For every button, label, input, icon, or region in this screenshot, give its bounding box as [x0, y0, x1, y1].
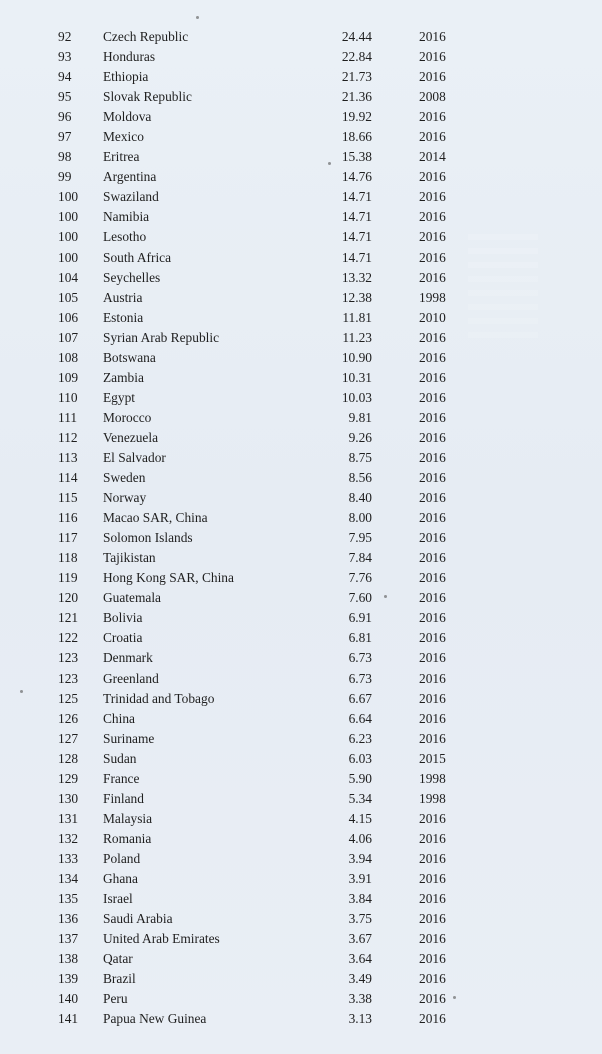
rank-cell: 127 [58, 730, 79, 746]
rank-cell: 138 [58, 951, 79, 967]
country-cell: Slovak Republic [103, 89, 192, 105]
rank-cell: 125 [58, 690, 79, 706]
year-cell: 2016 [419, 570, 446, 586]
year-cell: 2015 [419, 750, 446, 766]
year-cell: 2016 [419, 830, 446, 846]
year-cell: 2016 [419, 129, 446, 145]
rank-cell: 140 [58, 991, 79, 1007]
country-cell: Swaziland [103, 189, 159, 205]
value-cell: 6.81 [348, 630, 372, 646]
table-row [0, 127, 602, 147]
rank-cell: 98 [58, 149, 72, 165]
rank-cell: 120 [58, 590, 79, 606]
year-cell: 2016 [419, 991, 446, 1007]
value-cell: 14.76 [341, 169, 372, 185]
value-cell: 12.38 [341, 289, 372, 305]
rank-cell: 95 [58, 89, 72, 105]
rank-cell: 112 [58, 429, 78, 445]
table-row [0, 268, 602, 288]
table-row [0, 67, 602, 87]
country-cell: Romania [103, 830, 152, 846]
country-cell: Moldova [103, 109, 152, 125]
country-cell: Ghana [103, 870, 138, 886]
rank-cell: 141 [58, 1011, 79, 1027]
value-cell: 10.31 [341, 369, 372, 385]
table-row [0, 628, 602, 648]
value-cell: 6.91 [348, 610, 372, 626]
rank-cell: 135 [58, 891, 79, 907]
table-row [0, 989, 602, 1009]
country-cell: Argentina [103, 169, 157, 185]
value-cell: 14.71 [341, 249, 372, 265]
country-cell: Morocco [103, 409, 152, 425]
value-cell: 3.13 [348, 1011, 372, 1027]
country-cell: Croatia [103, 630, 143, 646]
year-cell: 2016 [419, 389, 446, 405]
country-cell: France [103, 770, 140, 786]
table-row [0, 829, 602, 849]
country-cell: Bolivia [103, 610, 143, 626]
year-cell: 2016 [419, 449, 446, 465]
value-cell: 24.44 [341, 29, 372, 44]
table-row [0, 969, 602, 989]
rank-cell: 131 [58, 810, 79, 826]
rank-cell: 110 [58, 389, 78, 405]
rank-cell: 119 [58, 570, 78, 586]
rank-cell: 118 [58, 550, 78, 566]
country-cell: Peru [103, 991, 128, 1007]
value-cell: 5.34 [348, 790, 372, 806]
rank-cell: 111 [58, 409, 78, 425]
value-cell: 4.15 [348, 810, 372, 826]
value-cell: 11.23 [342, 329, 372, 345]
country-cell: Egypt [103, 389, 135, 405]
value-cell: 6.73 [348, 670, 372, 686]
year-cell: 2016 [419, 650, 446, 666]
ranking-table [0, 27, 602, 1029]
rank-cell: 123 [58, 650, 79, 666]
rank-cell: 132 [58, 830, 79, 846]
table-row [0, 608, 602, 628]
year-cell: 2016 [419, 229, 446, 245]
year-cell: 2016 [419, 870, 446, 886]
year-cell: 2016 [419, 690, 446, 706]
value-cell: 10.03 [341, 389, 372, 405]
country-cell: Tajikistan [103, 550, 156, 566]
table-row [0, 488, 602, 508]
value-cell: 22.84 [341, 49, 372, 65]
value-cell: 14.71 [341, 229, 372, 245]
rank-cell: 104 [58, 269, 79, 285]
country-cell: Brazil [103, 971, 136, 987]
year-cell: 2016 [419, 550, 446, 566]
table-row [0, 849, 602, 869]
year-cell: 2016 [419, 470, 446, 486]
rank-cell: 129 [58, 770, 79, 786]
rank-cell: 128 [58, 750, 79, 766]
table-row [0, 949, 602, 969]
rank-cell: 92 [58, 29, 72, 44]
table-row [0, 428, 602, 448]
table-row [0, 809, 602, 829]
value-cell: 6.67 [348, 690, 372, 706]
country-cell: El Salvador [103, 449, 166, 465]
rank-cell: 94 [58, 69, 72, 85]
country-cell: Norway [103, 490, 147, 506]
value-cell: 11.81 [342, 309, 372, 325]
country-cell: Venezuela [103, 429, 159, 445]
value-cell: 3.49 [348, 971, 372, 987]
table-row [0, 328, 602, 348]
year-cell: 2016 [419, 730, 446, 746]
table-row [0, 27, 602, 47]
table-row [0, 789, 602, 809]
year-cell: 2016 [419, 510, 446, 526]
rank-cell: 99 [58, 169, 72, 185]
year-cell: 2016 [419, 269, 446, 285]
year-cell: 2016 [419, 109, 446, 125]
value-cell: 14.71 [341, 209, 372, 225]
rank-cell: 100 [58, 209, 79, 225]
country-cell: Honduras [103, 49, 156, 65]
country-cell: Hong Kong SAR, China [103, 570, 234, 586]
country-cell: Trinidad and Tobago [103, 690, 215, 706]
country-cell: Solomon Islands [103, 530, 193, 546]
value-cell: 21.73 [341, 69, 372, 85]
rank-cell: 100 [58, 249, 79, 265]
country-cell: Estonia [103, 309, 144, 325]
year-cell: 2016 [419, 810, 446, 826]
country-cell: South Africa [103, 249, 172, 265]
country-cell: Syrian Arab Republic [103, 329, 220, 345]
value-cell: 3.64 [348, 951, 372, 967]
table-row [0, 729, 602, 749]
year-cell: 2016 [419, 850, 446, 866]
value-cell: 7.60 [348, 590, 372, 606]
value-cell: 6.73 [348, 650, 372, 666]
value-cell: 3.84 [348, 891, 372, 907]
country-cell: Austria [103, 289, 143, 305]
year-cell: 2016 [419, 931, 446, 947]
value-cell: 21.36 [341, 89, 372, 105]
table-row [0, 308, 602, 328]
country-cell: Botswana [103, 349, 156, 365]
year-cell: 2016 [419, 630, 446, 646]
table-row [0, 749, 602, 769]
country-cell: Lesotho [103, 229, 147, 245]
year-cell: 1998 [419, 770, 446, 786]
country-cell: Denmark [103, 650, 153, 666]
country-cell: Malaysia [103, 810, 153, 826]
value-cell: 6.23 [348, 730, 372, 746]
rank-cell: 137 [58, 931, 79, 947]
country-cell: Papua New Guinea [103, 1011, 207, 1027]
year-cell: 2016 [419, 49, 446, 65]
value-cell: 8.75 [348, 449, 372, 465]
table-row [0, 669, 602, 689]
rank-cell: 93 [58, 49, 72, 65]
value-cell: 3.94 [348, 850, 372, 866]
year-cell: 2016 [419, 189, 446, 205]
table-row [0, 207, 602, 227]
country-cell: Sweden [103, 470, 146, 486]
rank-cell: 136 [58, 911, 79, 927]
country-cell: United Arab Emirates [103, 931, 220, 947]
rank-cell: 116 [58, 510, 78, 526]
table-row [0, 87, 602, 107]
rank-cell: 108 [58, 349, 79, 365]
table-row [0, 167, 602, 187]
year-cell: 2016 [419, 429, 446, 445]
rank-cell: 109 [58, 369, 79, 385]
year-cell: 2016 [419, 349, 446, 365]
rank-cell: 97 [58, 129, 72, 145]
year-cell: 2016 [419, 590, 446, 606]
country-cell: Poland [103, 850, 141, 866]
year-cell: 2016 [419, 971, 446, 987]
year-cell: 2016 [419, 1011, 446, 1027]
table-row [0, 909, 602, 929]
rank-cell: 96 [58, 109, 72, 125]
table-row [0, 348, 602, 368]
year-cell: 2016 [419, 69, 446, 85]
value-cell: 3.91 [348, 870, 372, 886]
year-cell: 2016 [419, 29, 446, 44]
rank-cell: 114 [58, 470, 78, 486]
table-row [0, 548, 602, 568]
country-cell: Zambia [103, 369, 144, 385]
country-cell: Suriname [103, 730, 155, 746]
country-cell: Mexico [103, 129, 144, 145]
value-cell: 7.84 [348, 550, 372, 566]
table-row [0, 248, 602, 268]
year-cell: 2016 [419, 329, 446, 345]
table-row [0, 528, 602, 548]
table-row [0, 869, 602, 889]
rank-cell: 113 [58, 449, 78, 465]
year-cell: 2016 [419, 951, 446, 967]
value-cell: 7.95 [348, 530, 372, 546]
table-row [0, 368, 602, 388]
table-row [0, 709, 602, 729]
rank-cell: 117 [58, 530, 78, 546]
table-row [0, 1009, 602, 1029]
value-cell: 3.38 [348, 991, 372, 1007]
country-cell: Sudan [103, 750, 137, 766]
country-cell: Israel [103, 891, 133, 907]
scan-speck [196, 16, 199, 19]
table-row [0, 408, 602, 428]
value-cell: 8.00 [348, 510, 372, 526]
rank-cell: 123 [58, 670, 79, 686]
country-cell: Finland [103, 790, 144, 806]
table-row [0, 47, 602, 67]
country-cell: Macao SAR, China [103, 510, 208, 526]
year-cell: 1998 [419, 790, 446, 806]
table-row [0, 107, 602, 127]
year-cell: 2016 [419, 911, 446, 927]
country-cell: Seychelles [103, 269, 161, 285]
value-cell: 3.67 [348, 931, 372, 947]
value-cell: 9.81 [348, 409, 372, 425]
rank-cell: 126 [58, 710, 79, 726]
year-cell: 2016 [419, 409, 446, 425]
rank-cell: 122 [58, 630, 79, 646]
table-row [0, 187, 602, 207]
table-row [0, 288, 602, 308]
year-cell: 2016 [419, 610, 446, 626]
year-cell: 1998 [419, 289, 446, 305]
rank-cell: 130 [58, 790, 79, 806]
value-cell: 18.66 [341, 129, 372, 145]
table-row [0, 588, 602, 608]
value-cell: 10.90 [341, 349, 372, 365]
value-cell: 5.90 [348, 770, 372, 786]
rank-cell: 115 [58, 490, 78, 506]
value-cell: 8.40 [348, 490, 372, 506]
year-cell: 2016 [419, 490, 446, 506]
rank-cell: 106 [58, 309, 79, 325]
rank-cell: 121 [58, 610, 79, 626]
year-cell: 2016 [419, 209, 446, 225]
table-row [0, 227, 602, 247]
value-cell: 15.38 [341, 149, 372, 165]
country-cell: Ethiopia [103, 69, 149, 85]
table-row [0, 508, 602, 528]
rank-cell: 133 [58, 850, 79, 866]
table-row [0, 468, 602, 488]
value-cell: 19.92 [341, 109, 372, 125]
table-row [0, 689, 602, 709]
rank-cell: 139 [58, 971, 79, 987]
value-cell: 6.64 [348, 710, 372, 726]
table-row [0, 648, 602, 668]
table-row [0, 769, 602, 789]
table-row [0, 929, 602, 949]
value-cell: 9.26 [348, 429, 372, 445]
table-row [0, 388, 602, 408]
year-cell: 2016 [419, 710, 446, 726]
year-cell: 2016 [419, 249, 446, 265]
table-row [0, 889, 602, 909]
year-cell: 2016 [419, 369, 446, 385]
country-cell: Eritrea [103, 149, 140, 165]
value-cell: 7.76 [348, 570, 372, 586]
year-cell: 2010 [419, 309, 446, 325]
year-cell: 2016 [419, 891, 446, 907]
value-cell: 8.56 [348, 470, 372, 486]
country-cell: Saudi Arabia [103, 911, 173, 927]
year-cell: 2016 [419, 169, 446, 185]
year-cell: 2014 [419, 149, 446, 165]
rank-cell: 105 [58, 289, 79, 305]
rank-cell: 100 [58, 189, 79, 205]
table-row [0, 448, 602, 468]
country-cell: Namibia [103, 209, 150, 225]
rank-cell: 107 [58, 329, 79, 345]
rank-cell: 134 [58, 870, 79, 886]
table-row [0, 147, 602, 167]
table-row [0, 568, 602, 588]
value-cell: 13.32 [341, 269, 372, 285]
rank-cell: 100 [58, 229, 79, 245]
country-cell: Czech Republic [103, 29, 189, 44]
value-cell: 4.06 [348, 830, 372, 846]
country-cell: Guatemala [103, 590, 161, 606]
value-cell: 3.75 [348, 911, 372, 927]
year-cell: 2016 [419, 670, 446, 686]
country-cell: Qatar [103, 951, 133, 967]
value-cell: 14.71 [341, 189, 372, 205]
year-cell: 2008 [419, 89, 446, 105]
value-cell: 6.03 [348, 750, 372, 766]
country-cell: Greenland [103, 670, 159, 686]
country-cell: China [103, 710, 135, 726]
year-cell: 2016 [419, 530, 446, 546]
